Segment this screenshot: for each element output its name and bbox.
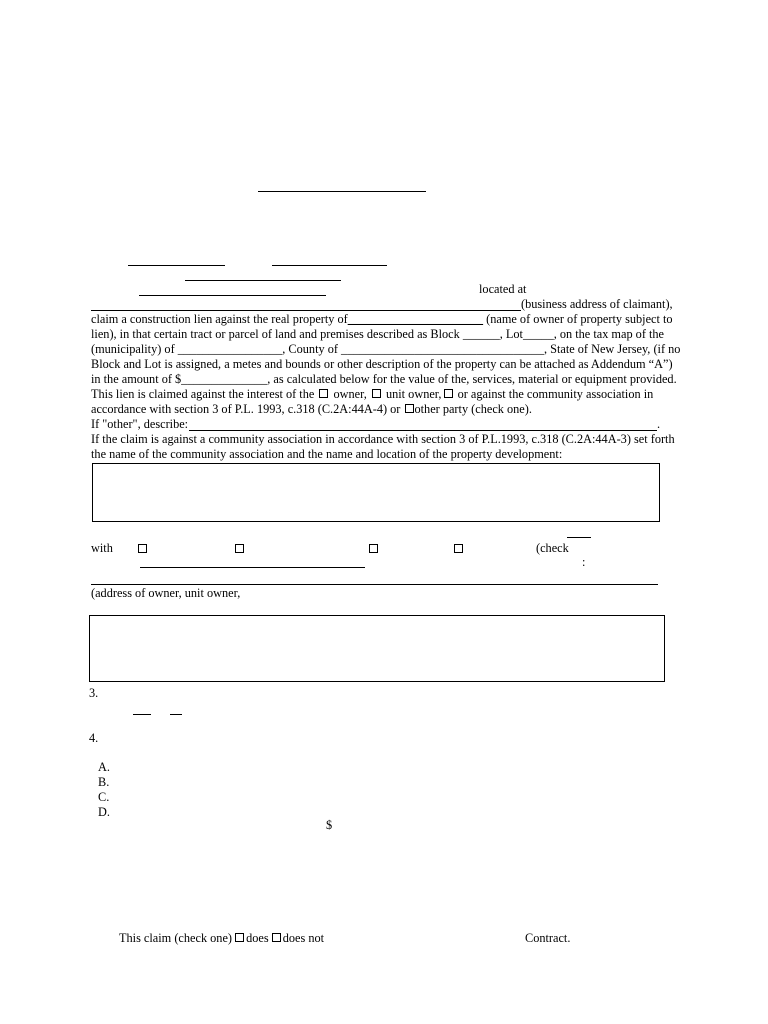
addendum-line: Block and Lot is assigned, a metes and bounds or other description of the property can be attached as Addendum “A”) bbox=[91, 357, 673, 371]
county-label: , County of bbox=[282, 342, 338, 356]
blank-line[interactable] bbox=[139, 295, 326, 296]
party-checkbox-3[interactable] bbox=[369, 544, 378, 553]
amount-blank[interactable]: ______________ bbox=[181, 372, 268, 386]
other-party-label: other party (check one). bbox=[414, 402, 532, 416]
with-label: with bbox=[91, 541, 113, 555]
community-association-label: or against the community association in bbox=[457, 387, 654, 401]
claim-text: claim a construction lien against the real property of bbox=[91, 312, 348, 326]
does-label: does bbox=[246, 931, 269, 945]
owner-address-label: (address of owner, unit owner, bbox=[91, 586, 241, 600]
item-letter-d: D. bbox=[98, 805, 110, 819]
dollar-sign: $ bbox=[326, 818, 333, 832]
blank-line[interactable] bbox=[272, 265, 387, 266]
does-not-checkbox[interactable] bbox=[272, 933, 281, 942]
municipality-blank[interactable]: _________________ bbox=[177, 342, 283, 356]
amount-label: in the amount of $ bbox=[91, 372, 182, 386]
contract-claim-line bbox=[119, 931, 324, 946]
does-not-label: does not bbox=[282, 931, 325, 945]
owner-checkbox[interactable] bbox=[319, 389, 328, 398]
interest-line bbox=[91, 387, 653, 402]
party-checkbox-2[interactable] bbox=[235, 544, 244, 553]
unit-owner-label: unit owner, bbox=[385, 387, 442, 401]
county-blank[interactable]: _________________________________ bbox=[341, 342, 544, 356]
item-letter-b: B. bbox=[98, 775, 110, 789]
owner-name-blank[interactable]: ______________________ bbox=[347, 312, 484, 326]
other-describe-blank[interactable] bbox=[189, 430, 657, 431]
blank-line[interactable] bbox=[133, 714, 151, 715]
unit-owner-checkbox[interactable] bbox=[372, 389, 381, 398]
tax-map-label: , on the tax map of the bbox=[553, 327, 665, 341]
block-text: lien), in that certain tract or parcel of land and premises described as Block bbox=[91, 327, 460, 341]
lot-label: , Lot bbox=[499, 327, 523, 341]
party-checkbox-4[interactable] bbox=[454, 544, 463, 553]
community-association-textbox[interactable] bbox=[92, 463, 660, 522]
community-association-checkbox[interactable] bbox=[444, 389, 453, 398]
item-letter-c: C. bbox=[98, 790, 110, 804]
contract-label: Contract. bbox=[525, 931, 571, 945]
amount-desc: , as calculated below for the value of the, services, material or equipment provided. bbox=[267, 372, 677, 386]
does-checkbox[interactable] bbox=[235, 933, 244, 942]
interest-label: This lien is claimed against the interest of the bbox=[91, 387, 315, 401]
business-address-blank[interactable] bbox=[91, 310, 521, 311]
amount-line bbox=[91, 372, 677, 387]
claim-line bbox=[91, 312, 673, 327]
block-line bbox=[91, 327, 664, 342]
other-describe-period: . bbox=[657, 417, 661, 431]
located-at-label: located at bbox=[479, 282, 527, 296]
community-name-line: the name of the community association and the name and location of the property development: bbox=[91, 447, 563, 461]
colon-mark: : bbox=[582, 555, 586, 569]
blank-line[interactable] bbox=[185, 280, 341, 281]
community-claim-line: If the claim is against a community association in accordance with section 3 of P.L.1993, c.318 (C.2A:44A-3) set forth bbox=[91, 432, 675, 446]
claim-label: This claim (check one) bbox=[119, 931, 233, 945]
business-address-label: (business address of claimant), bbox=[521, 297, 673, 311]
state-label: , State of New Jersey, (if no bbox=[543, 342, 681, 356]
blank-line[interactable] bbox=[170, 714, 182, 715]
lot-blank[interactable]: _____ bbox=[522, 327, 554, 341]
party-name-blank[interactable] bbox=[140, 567, 365, 568]
item-number-3: 3. bbox=[89, 686, 99, 700]
municipality-line bbox=[91, 342, 680, 357]
other-party-line bbox=[91, 402, 532, 417]
other-describe-label: If "other", describe: bbox=[91, 417, 189, 431]
municipality-label: (municipality) of bbox=[91, 342, 175, 356]
block-blank[interactable]: ______ bbox=[462, 327, 500, 341]
owner-name-label: (name of owner of property subject to bbox=[486, 312, 673, 326]
owner-label: owner, bbox=[333, 387, 367, 401]
blank-line[interactable] bbox=[128, 265, 225, 266]
item-number-4: 4. bbox=[89, 731, 99, 745]
owner-address-blank[interactable] bbox=[91, 584, 658, 585]
check-label: (check bbox=[536, 541, 569, 555]
title-blank-line[interactable] bbox=[258, 191, 426, 192]
owner-address-textbox[interactable] bbox=[89, 615, 665, 682]
blank-line[interactable] bbox=[567, 537, 591, 538]
accordance-text: accordance with section 3 of P.L. 1993, c.318 (C.2A:44A-4) or bbox=[91, 402, 401, 416]
item-letter-a: A. bbox=[98, 760, 110, 774]
party-checkbox-1[interactable] bbox=[138, 544, 147, 553]
